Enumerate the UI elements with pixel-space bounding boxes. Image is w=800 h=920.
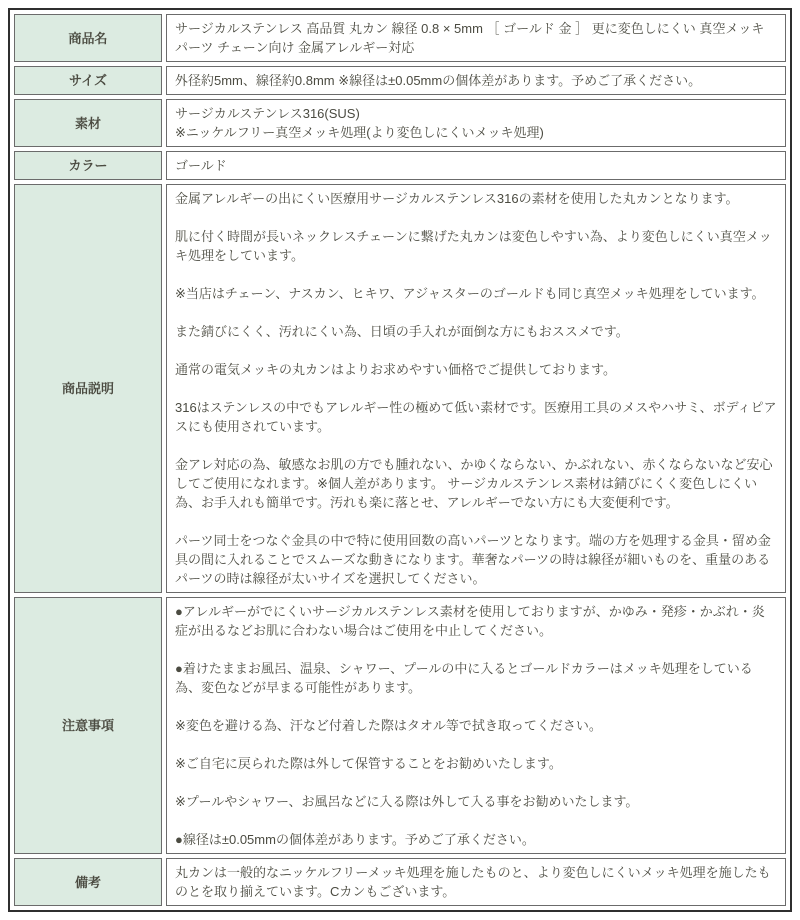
spec-rows	[14, 14, 786, 906]
content-paragraph: ※ニッケルフリー真空メッキ処理(より変色しにくいメッキ処理)	[175, 125, 544, 140]
table-row	[14, 597, 786, 854]
table-row	[14, 99, 786, 147]
row-label: 商品説明	[14, 184, 162, 593]
content-paragraph: ※ご自宅に戻られた際は外して保管することをお勧めいたします。	[175, 756, 562, 771]
table-row	[14, 858, 786, 906]
content-paragraph: ※プールやシャワー、お風呂などに入る際は外して入る事をお勧めいたします。	[175, 794, 639, 809]
row-label: サイズ	[14, 66, 162, 95]
row-content	[166, 184, 786, 593]
row-content	[166, 858, 786, 906]
content-paragraph: ●アレルギーがでにくいサージカルステンレス素材を使用しておりますが、かゆみ・発疹・かぶれ・炎症が出るなどお肌に合わない場合はご使用を中止してください。	[175, 604, 765, 638]
product-spec-table	[8, 8, 792, 912]
content-paragraph: ※変色を避ける為、汗など付着した際はタオル等で拭き取ってください。	[175, 718, 602, 733]
row-label: 商品名	[14, 14, 162, 62]
row-content	[166, 14, 786, 62]
row-label: 備考	[14, 858, 162, 906]
table-row	[14, 66, 786, 95]
content-paragraph: サージカルステンレス 高品質 丸カン 線径 0.8 × 5mm ［ ゴールド 金 ］ 更に変色しにくい 真空メッキ パーツ チェーン向け 金属アレルギー対応	[175, 21, 765, 55]
content-paragraph: 肌に付く時間が長いネックレスチェーンに繋げた丸カンは変色しやすい為、より変色しにくい真空メッキ処理をしています。	[175, 229, 772, 263]
content-paragraph: パーツ同士をつなぐ金具の中で特に使用回数の高いパーツとなります。端の方を処理する金具・留め金具の間に入れることでスムーズな動きになります。華奢なパーツの時は線径が細いものを、重量のあるパーツの時は線径が太いサイズを選択してください。	[175, 533, 771, 586]
row-label: 注意事項	[14, 597, 162, 854]
table-row	[14, 151, 786, 180]
content-paragraph: 金アレ対応の為、敏感なお肌の方でも腫れない、かゆくならない、かぶれない、赤くならないなど安心してご使用になれます。※個人差があります。 サージカルステンレス素材は錆びにくく変色しにくい為、お手入れも簡単です。汚れも楽に落とせ、アレルギーでない方にも大変便利です。	[175, 457, 773, 510]
content-paragraph: サージカルステンレス316(SUS)	[175, 106, 360, 121]
row-label: 素材	[14, 99, 162, 147]
content-paragraph: 316はステンレスの中でもアレルギー性の極めて低い素材です。医療用工具のメスやハサミ、ボディピアスにも使用されています。	[175, 400, 777, 434]
table-row	[14, 14, 786, 62]
row-content	[166, 99, 786, 147]
content-paragraph: 金属アレルギーの出にくい医療用サージカルステンレス316の素材を使用した丸カンとなります。	[175, 191, 739, 206]
content-paragraph: また錆びにくく、汚れにくい為、日頃の手入れが面倒な方にもおススメです。	[175, 324, 629, 339]
row-content	[166, 66, 786, 95]
content-paragraph: 通常の電気メッキの丸カンはよりお求めやすい価格でご提供しております。	[175, 362, 616, 377]
content-paragraph: ●着けたままお風呂、温泉、シャワー、プールの中に入るとゴールドカラーはメッキ処理をしている為、変色などが早まる可能性があります。	[175, 661, 753, 695]
content-paragraph: ※当店はチェーン、ナスカン、ヒキワ、アジャスターのゴールドも同じ真空メッキ処理をしています。	[175, 286, 765, 301]
content-paragraph: 丸カンは一般的なニッケルフリーメッキ処理を施したものと、より変色しにくいメッキ処理を施したものとを取り揃えています。Cカンもございます。	[175, 865, 771, 899]
row-content	[166, 597, 786, 854]
row-label: カラー	[14, 151, 162, 180]
content-paragraph: 外径約5mm、線径約0.8mm ※線径は±0.05mmの個体差があります。予めご了承ください。	[175, 73, 702, 88]
content-paragraph: ●線径は±0.05mmの個体差があります。予めご了承ください。	[175, 832, 535, 847]
table-row	[14, 184, 786, 593]
row-content	[166, 151, 786, 180]
content-paragraph: ゴールド	[175, 158, 227, 173]
